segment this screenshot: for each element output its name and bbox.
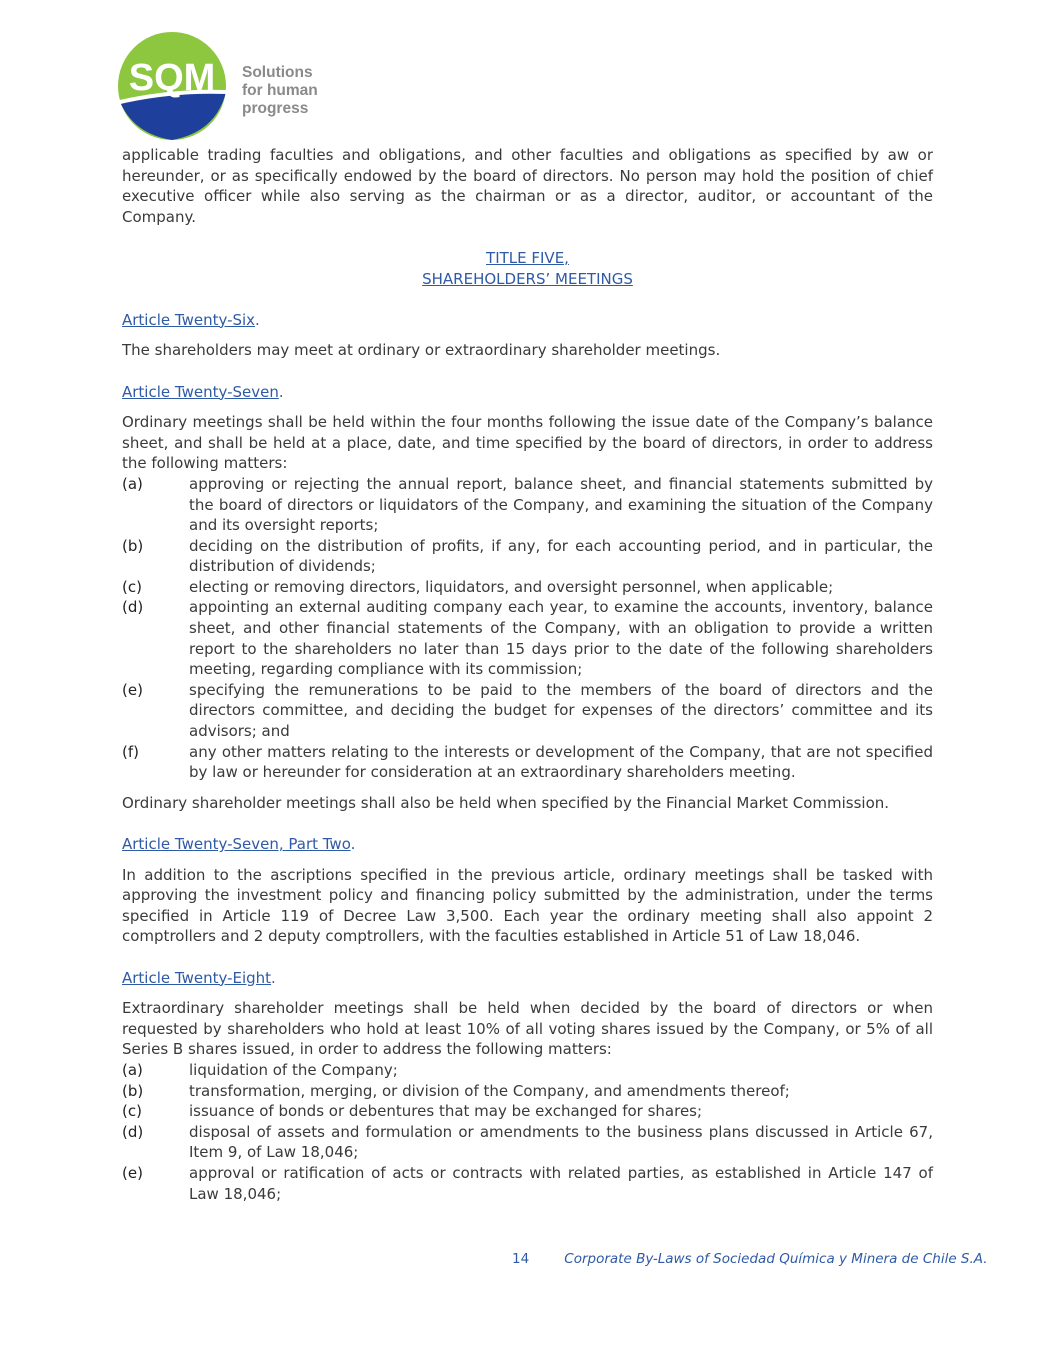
tagline-line: Solutions	[242, 64, 313, 81]
intro-paragraph: applicable trading faculties and obligations, and other faculties and obligations as specified by aw or hereunder, or as specifically endowed by the board of directors. No person may hold the position of chief executive officer while also serving as the chairman or as a director, auditor, or accountant of the Company.	[122, 146, 933, 226]
logo-text: SQM	[128, 57, 216, 99]
list-item	[122, 1122, 933, 1163]
article-27-link[interactable]: Article Twenty-Seven	[122, 382, 279, 401]
article-28-link[interactable]: Article Twenty-Eight	[122, 968, 272, 987]
list-item	[122, 474, 933, 536]
item-text: approval or ratification of acts or contracts with related parties, as established in Article 147 of Law 18,046;	[189, 1163, 933, 1203]
list-item	[122, 1060, 933, 1081]
item-label: (a)	[122, 474, 143, 493]
item-label: (c)	[122, 577, 142, 596]
article-26-link[interactable]: Article Twenty-Six	[122, 310, 256, 329]
sqm-logo	[116, 30, 336, 142]
item-label: (e)	[122, 680, 143, 699]
list-item	[122, 577, 933, 598]
item-label: (b)	[122, 1081, 144, 1100]
list-item	[122, 536, 933, 577]
article-28-intro: Extraordinary shareholder meetings shall be held when decided by the board of directors or when requested by shareholders who hold at least 10% of all voting shares issued by the Company, or 5% of all Series B shares issued, in order to address the following matters:	[122, 999, 933, 1059]
page-footer	[512, 1251, 988, 1267]
item-label: (a)	[122, 1060, 143, 1079]
document-body	[122, 145, 933, 1204]
article-27-intro: Ordinary meetings shall be held within the four months following the issue date of the Company’s balance sheet, and shall be held at a place, date, and time specified by the board of directors, in order to address the following matters:	[122, 413, 933, 473]
article-27b-heading: Article Twenty-Seven, Part Two.	[122, 835, 356, 853]
tagline-line: for human	[242, 82, 318, 99]
item-text: appointing an external auditing company each year, to examine the accounts, inventory, balance sheet, and other financial statements of the Company, with an obligation to provide a written report to the shareholders no later than 15 days prior to the date of the following shareholders meeting, regarding compliance with its commission;	[189, 598, 933, 679]
item-label: (d)	[122, 598, 144, 617]
article-28-list	[122, 1060, 933, 1204]
tagline-line: progress	[242, 100, 309, 117]
item-text: issuance of bonds or debentures that may be exchanged for shares;	[189, 1102, 703, 1121]
article-27-heading: Article Twenty-Seven.	[122, 382, 284, 401]
title-shareholders-meetings: SHAREHOLDERS’ MEETINGS	[422, 269, 633, 288]
sqm-logo-mark	[116, 30, 228, 142]
article-27-list	[122, 474, 933, 783]
article-27b-link[interactable]: Article Twenty-Seven, Part Two	[122, 835, 351, 853]
article-27b-text: In addition to the ascriptions specified in the previous article, ordinary meetings shall be tasked with approving the investment policy and financing policy submitted by the administration, under the terms specified in Article 119 of Decree Law 3,500. Each year the ordinary meeting shall also appoint 2 comptrollers and 2 deputy comptrollers, with the faculties established in Article 51 of Law 18,046.	[122, 865, 933, 946]
page-number: 14	[512, 1251, 530, 1267]
item-text: any other matters relating to the interests or development of the Company, that are not specified by law or hereunder for consideration at an extraordinary shareholders meeting.	[189, 742, 933, 782]
list-item	[122, 597, 933, 679]
logo-tagline	[242, 64, 318, 118]
list-item	[122, 1081, 933, 1102]
list-item	[122, 742, 933, 783]
list-item	[122, 1101, 933, 1122]
title-five: TITLE FIVE,	[486, 248, 569, 267]
item-label: (b)	[122, 536, 144, 555]
article-26-text: The shareholders may meet at ordinary or extraordinary shareholder meetings.	[122, 341, 721, 360]
list-item	[122, 680, 933, 742]
item-text: deciding on the distribution of profits, if any, for each accounting period, and in particular, the distribution of dividends;	[189, 536, 933, 576]
item-text: electing or removing directors, liquidators, and oversight personnel, when applicable;	[189, 577, 834, 596]
item-label: (d)	[122, 1122, 144, 1141]
item-label: (c)	[122, 1102, 142, 1121]
item-text: approving or rejecting the annual report, balance sheet, and financial statements submitted by the board of directors or liquidators of the Company, and examining the situation of the Company and its oversight reports;	[189, 474, 933, 535]
article-26-heading: Article Twenty-Six.	[122, 310, 260, 329]
item-text: disposal of assets and formulation or amendments to the business plans discussed in Article 67, Item 9, of Law 18,046;	[189, 1122, 933, 1162]
item-label: (f)	[122, 742, 139, 761]
item-text: transformation, merging, or division of the Company, and amendments thereof;	[189, 1081, 790, 1100]
item-label: (e)	[122, 1163, 143, 1182]
list-item	[122, 1163, 933, 1204]
item-text: liquidation of the Company;	[189, 1060, 398, 1079]
item-text: specifying the remunerations to be paid to the members of the board of directors and the directors committee, and deciding the budget for expenses of the directors’ committee and its advisors; and	[189, 680, 933, 741]
footer-doc-title: Corporate By-Laws of Sociedad Química y Minera de Chile S.A.	[564, 1251, 988, 1267]
article-27-closing: Ordinary shareholder meetings shall also be held when specified by the Financial Market Commission.	[122, 793, 890, 812]
article-28-heading: Article Twenty-Eight.	[122, 968, 276, 987]
